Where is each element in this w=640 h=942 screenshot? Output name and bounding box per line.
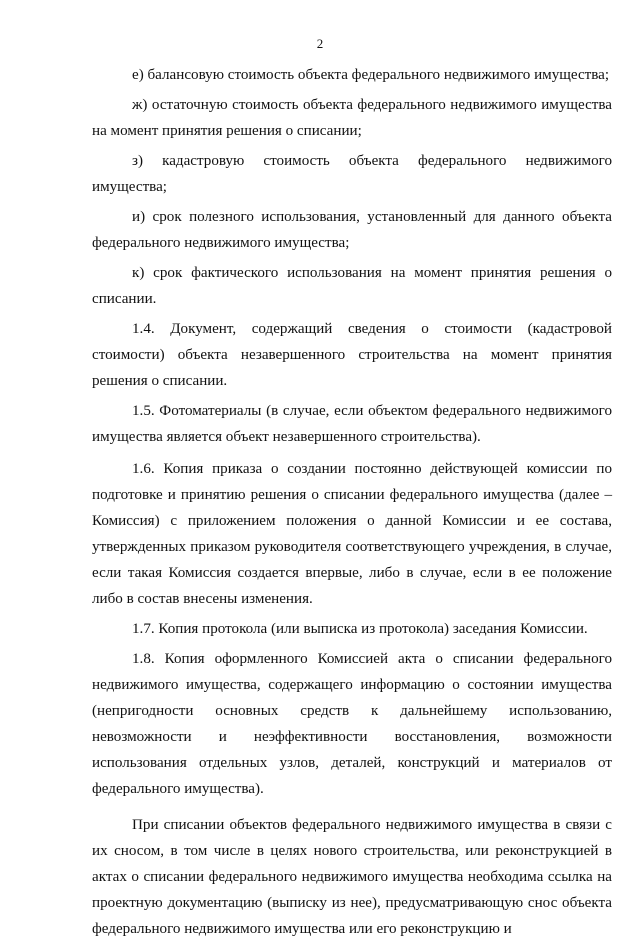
paragraph-item-k: к) срок фактического использования на момент принятия решения о списании. — [92, 265, 612, 307]
paragraph-demolition-note: При списании объектов федерального недвижимого имущества в связи с их сносом, в том числе в целях нового строительства, или реконструкцией в актах о списании федерального недвижимого имущества необходима ссылка на проектную документацию (выписку из нее), предусматривающую снос объекта федерального недвижимого имущества или его реконструкцию и — [92, 817, 612, 937]
paragraph-item-z: з) кадастровую стоимость объекта федерального недвижимого имущества; — [92, 153, 612, 195]
paragraph-item-zh: ж) остаточную стоимость объекта федерального недвижимого имущества на момент принятия решения о списании; — [92, 97, 612, 139]
document-body — [92, 62, 612, 942]
paragraph-1-4: 1.4. Документ, содержащий сведения о стоимости (кадастровой стоимости) объекта незавершенного строительства на момент принятия решения о списании. — [92, 321, 612, 389]
paragraph-item-i: и) срок полезного использования, установленный для данного объекта федерального недвижимого имущества; — [92, 209, 612, 251]
paragraph-1-6: 1.6. Копия приказа о создании постоянно действующей комиссии по подготовке и принятию решения о списании федерального имущества (далее – Комиссия) с приложением положения о данной Комиссии и ее состава, утвержденных приказом руководителя соответствующего учреждения, в случае, если такая Комиссия создается впервые, либо в случае, если в ее положение либо в состав внесены изменения. — [92, 461, 612, 607]
paragraph-item-e: е) балансовую стоимость объекта федерального недвижимого имущества; — [132, 67, 610, 83]
page-number: 2 — [316, 36, 324, 51]
paragraph-1-7: 1.7. Копия протокола (или выписка из протокола) заседания Комиссии. — [132, 621, 588, 637]
paragraph-1-8: 1.8. Копия оформленного Комиссией акта о списании федерального недвижимого имущества, содержащего информацию о состоянии имущества (непригодности основных средств к дальнейшему использованию, невозможности и неэффективности восстановления, возможности использования отдельных узлов, деталей, конструкций и материалов от федерального имущества). — [92, 651, 612, 797]
paragraph-1-5: 1.5. Фотоматериалы (в случае, если объектом федерального недвижимого имущества является объект незавершенного строительства). — [92, 403, 612, 445]
